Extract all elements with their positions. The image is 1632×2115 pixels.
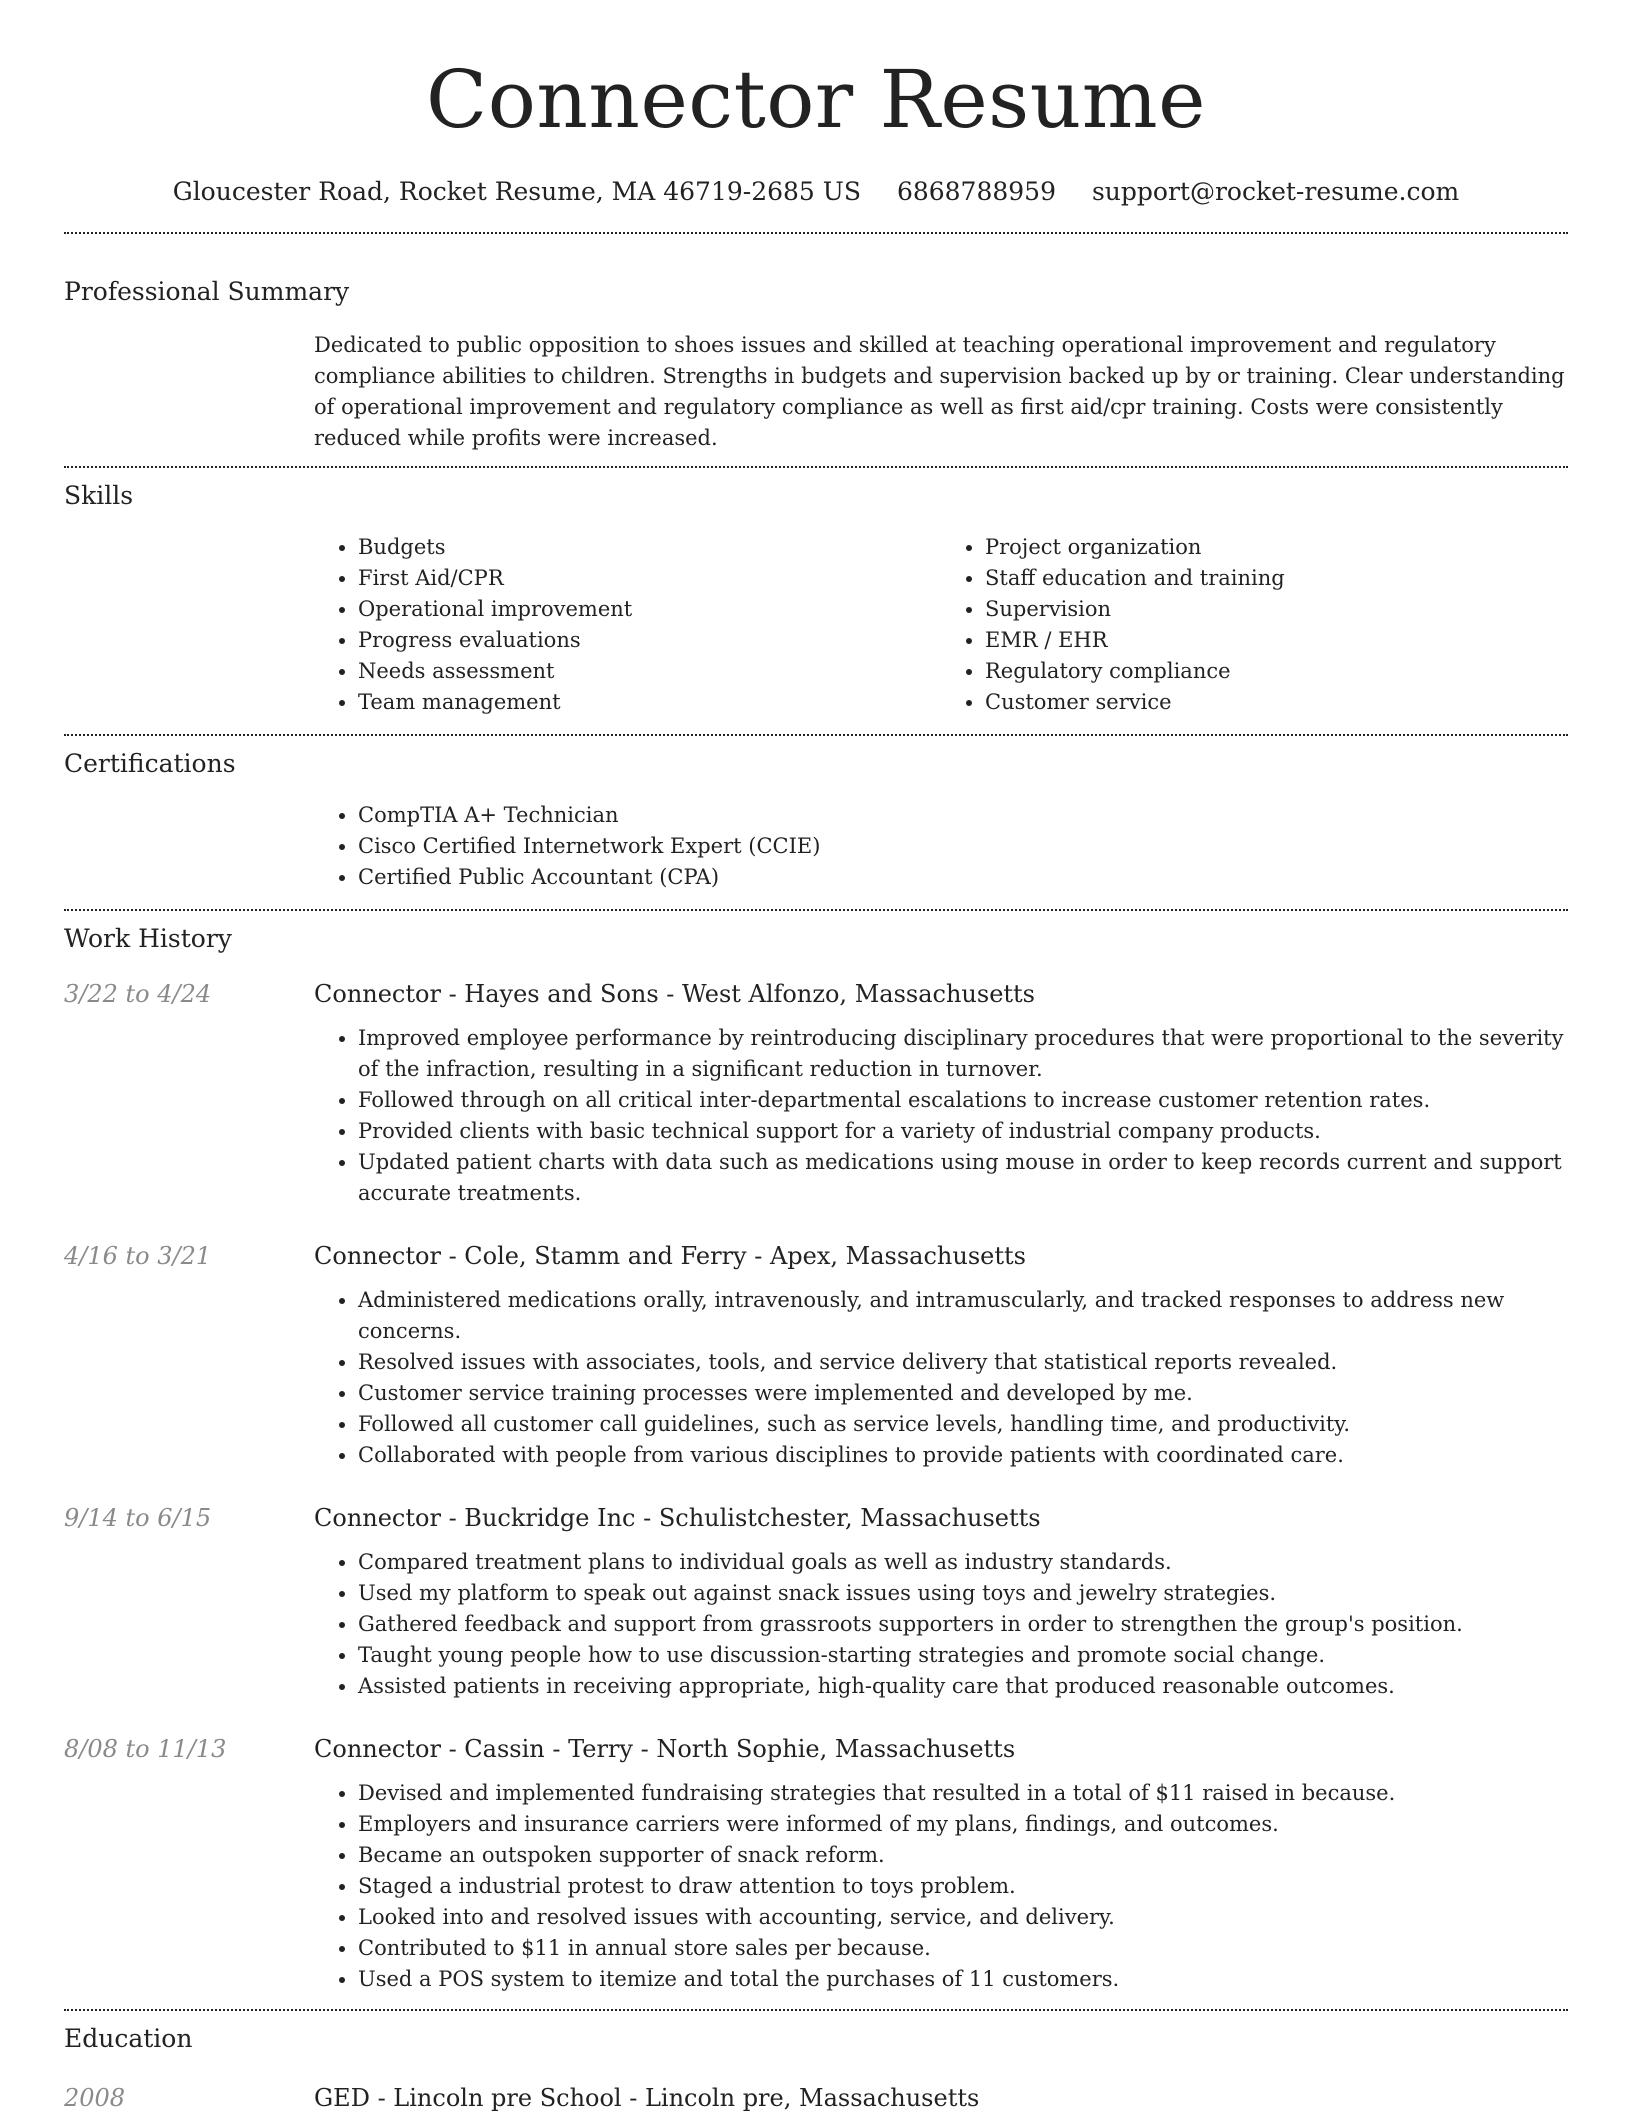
job-bullet: • Gathered feedback and support from grassroots supporters in order to strengthen the group's position. <box>358 1609 1568 1640</box>
divider <box>64 466 1568 468</box>
job-title: Connector - Cassin - Terry - North Sophie, Massachusetts <box>314 1735 1016 1763</box>
job-bullet: • Taught young people how to use discussion-starting strategies and promote social change. <box>358 1640 1568 1671</box>
skills-list <box>314 532 1568 718</box>
summary-heading: Professional Summary <box>64 277 350 306</box>
job-dates: 3/22 to 4/24 <box>64 980 212 1008</box>
email: support@rocket-resume.com <box>1091 177 1460 206</box>
job-bullet: • Became an outspoken supporter of snack reform. <box>358 1840 1568 1871</box>
resume-page <box>64 0 1568 2115</box>
job-bullet: • Contributed to $11 in annual store sales per because. <box>358 1933 1568 1964</box>
job-bullet: • Collaborated with people from various disciplines to provide patients with coordinated care. <box>358 1440 1568 1471</box>
certifications-heading: Certifications <box>64 749 236 778</box>
job-dates: 4/16 to 3/21 <box>64 1242 212 1270</box>
job-dates: 9/14 to 6/15 <box>64 1504 212 1532</box>
skill-item: • Needs assessment <box>358 656 941 687</box>
education-entry <box>64 2081 1568 2115</box>
job-bullet: • Provided clients with basic technical support for a variety of industrial company products. <box>358 1116 1568 1147</box>
skill-item: • First Aid/CPR <box>358 563 941 594</box>
certification-item: • Certified Public Accountant (CPA) <box>358 862 1568 893</box>
job-entry <box>64 1501 1568 1702</box>
education-dates: 2008 <box>64 2084 126 2112</box>
work-history-heading: Work History <box>64 924 232 953</box>
skill-item: • Budgets <box>358 532 941 563</box>
education-heading: Education <box>64 2024 193 2053</box>
job-title: Connector - Hayes and Sons - West Alfonzo, Massachusetts <box>314 980 1035 1008</box>
skill-item: • Customer service <box>985 687 1568 718</box>
skill-item: • Progress evaluations <box>358 625 941 656</box>
job-bullet: • Followed all customer call guidelines, such as service levels, handling time, and productivity. <box>358 1409 1568 1440</box>
divider <box>64 2009 1568 2011</box>
certifications-list <box>314 800 1568 893</box>
job-bullets <box>314 1778 1568 1995</box>
divider <box>64 232 1568 234</box>
job-bullet: • Updated patient charts with data such as medications using mouse in order to keep records current and support accurate treatments. <box>358 1147 1568 1209</box>
job-bullet: • Resolved issues with associates, tools, and service delivery that statistical reports revealed. <box>358 1347 1568 1378</box>
job-bullet: • Followed through on all critical inter-departmental escalations to increase customer retention rates. <box>358 1085 1568 1116</box>
job-bullet: • Compared treatment plans to individual goals as well as industry standards. <box>358 1547 1568 1578</box>
skill-item: • EMR / EHR <box>985 625 1568 656</box>
job-bullet: • Customer service training processes were implemented and developed by me. <box>358 1378 1568 1409</box>
skill-item: • Team management <box>358 687 941 718</box>
contact-line <box>64 174 1568 210</box>
job-bullet: • Used a POS system to itemize and total the purchases of 11 customers. <box>358 1964 1568 1995</box>
job-bullet: • Employers and insurance carriers were informed of my plans, findings, and outcomes. <box>358 1809 1568 1840</box>
job-bullet: • Administered medications orally, intravenously, and intramuscularly, and tracked responses to address new concerns. <box>358 1285 1568 1347</box>
skill-item: • Regulatory compliance <box>985 656 1568 687</box>
job-bullet: • Looked into and resolved issues with accounting, service, and delivery. <box>358 1902 1568 1933</box>
job-bullet: • Staged a industrial protest to draw attention to toys problem. <box>358 1871 1568 1902</box>
phone: 6868788959 <box>896 177 1056 206</box>
skills-column-left <box>314 532 941 718</box>
address: Gloucester Road, Rocket Resume, MA 46719-2685 US <box>172 177 861 206</box>
divider <box>64 909 1568 911</box>
job-entry <box>64 1732 1568 1995</box>
job-bullets <box>314 1547 1568 1702</box>
skills-heading: Skills <box>64 481 134 510</box>
skill-item: • Operational improvement <box>358 594 941 625</box>
skill-item: • Project organization <box>985 532 1568 563</box>
job-bullets <box>314 1285 1568 1471</box>
job-entry <box>64 1239 1568 1471</box>
job-title: Connector - Cole, Stamm and Ferry - Apex, Massachusetts <box>314 1242 1026 1270</box>
divider <box>64 734 1568 736</box>
summary-text: Dedicated to public opposition to shoes issues and skilled at teaching operational improvement and regulatory compliance abilities to children. Strengths in budgets and supervision backed up by or training. Clear understanding of operational improvement and regulatory compliance as well as first aid/cpr training. Costs were consistently reduced while profits were increased. <box>314 333 1565 450</box>
skill-item: • Supervision <box>985 594 1568 625</box>
job-bullet: • Assisted patients in receiving appropriate, high-quality care that produced reasonable outcomes. <box>358 1671 1568 1702</box>
job-bullets <box>314 1023 1568 1209</box>
certification-item: • Cisco Certified Internetwork Expert (CCIE) <box>358 831 1568 862</box>
skill-item: • Staff education and training <box>985 563 1568 594</box>
skills-column-right <box>941 532 1568 718</box>
job-entry <box>64 977 1568 1209</box>
job-bullet: • Improved employee performance by reintroducing disciplinary procedures that were proportional to the severity of the infraction, resulting in a significant reduction in turnover. <box>358 1023 1568 1085</box>
job-dates: 8/08 to 11/13 <box>64 1735 227 1763</box>
job-bullet: • Devised and implemented fundraising strategies that resulted in a total of $11 raised in because. <box>358 1778 1568 1809</box>
job-bullet: • Used my platform to speak out against snack issues using toys and jewelry strategies. <box>358 1578 1568 1609</box>
job-title: Connector - Buckridge Inc - Schulistchester, Massachusetts <box>314 1504 1041 1532</box>
education-title: GED - Lincoln pre School - Lincoln pre, Massachusetts <box>314 2084 980 2112</box>
resume-name: Connector Resume <box>426 53 1206 146</box>
certification-item: • CompTIA A+ Technician <box>358 800 1568 831</box>
